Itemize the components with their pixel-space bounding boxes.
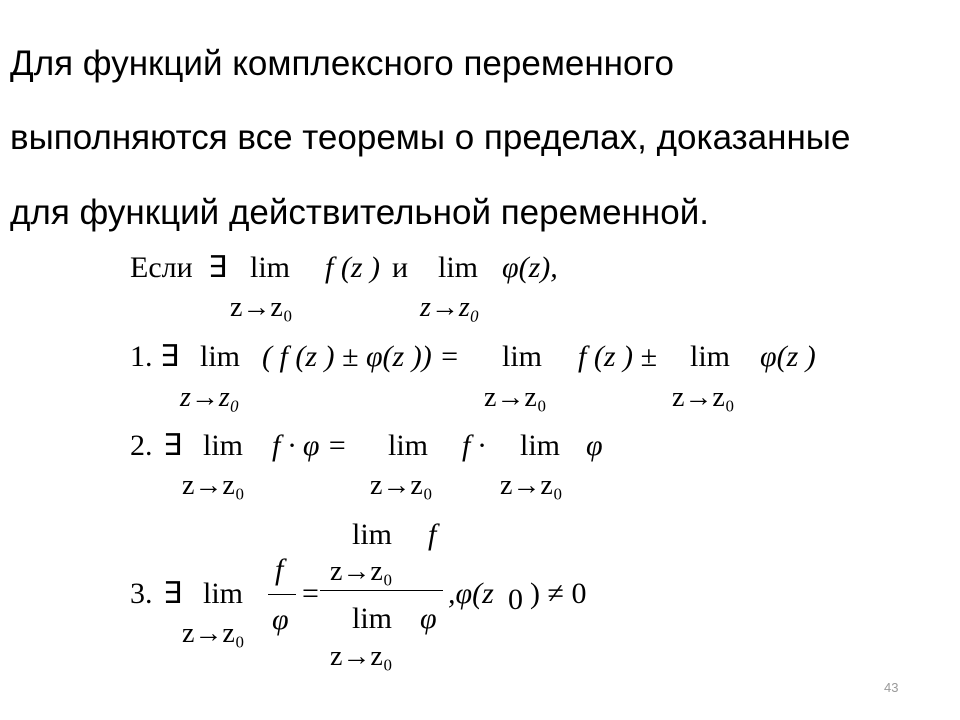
nonzero-condition: ,φ(z xyxy=(448,577,494,610)
limit-subscript: z→z₀ xyxy=(182,618,245,649)
function-f: f xyxy=(428,518,437,551)
page-number: 43 xyxy=(884,680,899,695)
lim-operator: lim xyxy=(352,602,393,635)
function-phi-of-z: φ(z ) xyxy=(760,340,816,373)
fraction-bar xyxy=(268,594,296,595)
product-expression: f · φ = xyxy=(272,429,348,462)
function-f-of-z: f (z ) ± xyxy=(578,340,657,373)
function-phi: φ xyxy=(420,602,437,635)
lim-operator: lim xyxy=(502,340,543,373)
conjunction-and: и xyxy=(392,251,409,284)
function-f-of-z: f (z ) xyxy=(325,251,380,284)
intro-line-2: выполняются все теоремы о пределах, доказанные xyxy=(10,118,851,157)
lim-operator: lim xyxy=(520,429,561,462)
limit-subscript: z→z₀ xyxy=(180,382,240,413)
limit-subscript: z→z₀ xyxy=(370,470,433,501)
limit-subscript: z→z₀ xyxy=(420,292,480,323)
lim-operator: lim xyxy=(203,577,244,610)
intro-line-1: Для функций комплексного переменного xyxy=(10,44,674,83)
limit-subscript: z→z₀ xyxy=(330,556,393,587)
limit-subscript: z→z₀ xyxy=(182,470,245,501)
fraction-numerator: f xyxy=(275,553,284,586)
limit-subscript: z→z₀ xyxy=(672,382,735,413)
rule-number: 3. xyxy=(130,577,153,610)
fraction-bar xyxy=(320,590,443,591)
sum-expression: ( f (z ) ± φ(z )) = xyxy=(262,340,460,373)
exists-symbol: ∃ xyxy=(208,251,227,284)
lim-operator: lim xyxy=(438,251,479,284)
limit-subscript: z→z₀ xyxy=(484,382,547,413)
lim-operator: lim xyxy=(203,429,244,462)
function-f: f · xyxy=(462,429,486,462)
lim-operator: lim xyxy=(690,340,731,373)
exists-symbol: ∃ xyxy=(163,577,182,610)
limit-subscript: z→z₀ xyxy=(230,292,293,323)
function-phi: φ xyxy=(586,429,603,462)
exists-symbol: ∃ xyxy=(160,340,179,373)
subscript-zero: 0 xyxy=(508,583,523,616)
fraction-denominator: φ xyxy=(272,603,289,636)
equals-sign: = xyxy=(302,577,319,610)
nonzero-condition-tail: ) ≠ 0 xyxy=(530,577,587,610)
limit-subscript: z→z₀ xyxy=(500,470,563,501)
lim-operator: lim xyxy=(352,518,393,551)
exists-symbol: ∃ xyxy=(163,429,182,462)
function-phi-of-z: φ(z), xyxy=(502,251,558,284)
intro-line-3: для функций действительной переменной. xyxy=(10,193,709,232)
lim-operator: lim xyxy=(388,429,429,462)
condition-label: Если xyxy=(130,251,193,284)
lim-operator: lim xyxy=(200,340,241,373)
lim-operator: lim xyxy=(250,251,291,284)
limit-subscript: z→z₀ xyxy=(330,641,393,672)
rule-number: 1. xyxy=(130,340,153,373)
rule-number: 2. xyxy=(130,429,153,462)
